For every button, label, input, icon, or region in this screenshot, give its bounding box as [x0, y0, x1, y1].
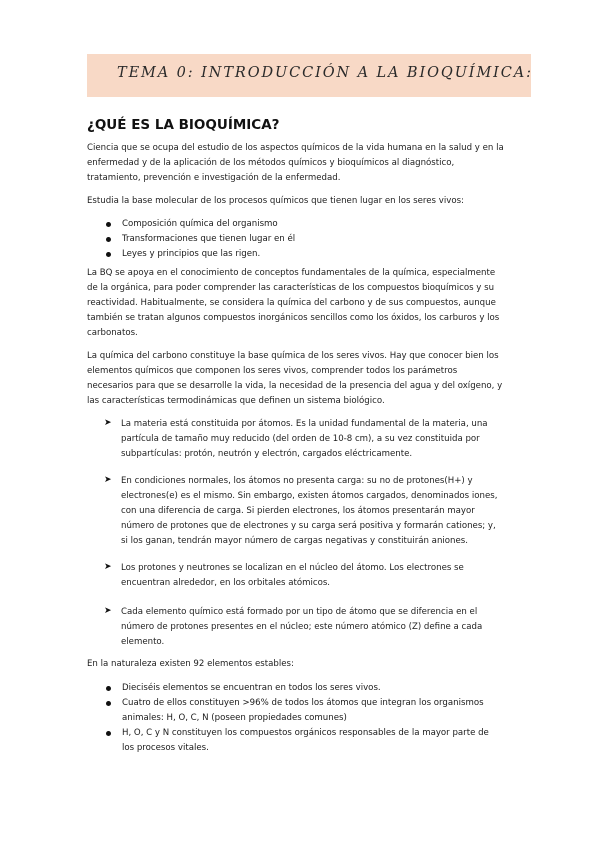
bullet-icon — [106, 222, 111, 227]
list-item-text: Cuatro de ellos constituyen >96% de todos los átomos que integran los organismos — [122, 698, 484, 708]
arrow-item-text — [121, 474, 521, 549]
paragraph-line: partícula de tamaño muy reducido (del orden de 10-8 cm), a su vez constituida por — [121, 434, 480, 444]
paragraph-bq-basis — [87, 266, 519, 341]
arrow-right-icon: ➤ — [104, 562, 112, 572]
arrow-right-icon: ➤ — [104, 606, 112, 616]
paragraph-definition — [87, 141, 519, 186]
list-item — [87, 681, 527, 696]
paragraph-carbon-chemistry — [87, 349, 519, 409]
paragraph-line: reactividad. Habitualmente, se considera la química del carbono y de sus compuestos, aunque — [87, 298, 496, 308]
paragraph-line: La BQ se apoya en el conocimiento de conceptos fundamentales de la química, especialmente — [87, 268, 496, 278]
paragraph-line: de la orgánica, para poder comprender las características de los compuestos bioquímicos y su — [87, 283, 495, 293]
paragraph-line: En condiciones normales, los átomos no presenta carga: su no de protones(H+) y — [121, 476, 473, 486]
bullet-icon — [106, 252, 111, 257]
title-band — [87, 54, 531, 97]
arrow-item-text — [121, 561, 521, 591]
bullet-list-2 — [87, 681, 527, 756]
paragraph-line: La química del carbono constituye la base química de los seres vivos. Hay que conocer bien los — [87, 351, 499, 361]
document-title: TEMA 0: INTRODUCCIÓN A LA BIOQUÍMICA: — [117, 65, 533, 81]
paragraph-line: La materia está constituida por átomos. Es la unidad fundamental de la materia, una — [121, 419, 488, 429]
paragraph-line: las características termodinámicas que definen un sistema biológico. — [87, 396, 385, 406]
arrow-right-icon: ➤ — [104, 475, 112, 485]
paragraph-intro-list — [87, 194, 519, 209]
list-item — [87, 726, 527, 756]
paragraph-line: En la naturaleza existen 92 elementos estables: — [87, 659, 294, 669]
arrow-right-icon: ➤ — [104, 418, 112, 428]
paragraph-line: subpartículas: protón, neutrón y electrón, cargados eléctricamente. — [121, 449, 413, 459]
paragraph-line: número de protones presentes en el núcleo; este número atómico (Z) define a cada — [121, 622, 483, 632]
bullet-icon — [106, 686, 111, 691]
bullet-icon — [106, 731, 111, 736]
list-item-text: H, O, C y N constituyen los compuestos orgánicos responsables de la mayor parte de — [122, 728, 489, 738]
list-item-text: Composición química del organismo — [122, 219, 278, 229]
paragraph-line: elementos químicos que componen los seres vivos, comprender todos los parámetros — [87, 366, 458, 376]
list-item-text: Transformaciones que tienen lugar en él — [122, 234, 296, 244]
paragraph-line: Los protones y neutrones se localizan en el núcleo del átomo. Los electrones se — [121, 563, 464, 573]
paragraph-line: Cada elemento químico está formado por un tipo de átomo que se diferencia en el — [121, 607, 478, 617]
paragraph-line: Ciencia que se ocupa del estudio de los aspectos químicos de la vida humana en la salud y en la — [87, 143, 504, 153]
paragraph-line: Estudia la base molecular de los procesos químicos que tienen lugar en los seres vivos: — [87, 196, 464, 206]
bullet-icon — [106, 701, 111, 706]
paragraph-line: con una diferencia de carga. Si pierden electrones, los átomos presentarán mayor — [121, 506, 475, 516]
section-heading: ¿QUÉ ES LA BIOQUÍMICA? — [87, 117, 280, 133]
paragraph-line: si los ganan, tendrán mayor número de cargas negativas y constituirán aniones. — [121, 536, 468, 546]
paragraph-line: necesarios para que se desarrolle la vida, la necesidad de la presencia del agua y del oxígeno, y — [87, 381, 503, 391]
paragraph-line: elemento. — [121, 637, 165, 647]
list-item-text: los procesos vitales. — [122, 743, 209, 753]
paragraph-line: carbonatos. — [87, 328, 138, 338]
list-item-text: animales: H, O, C, N (poseen propiedades comunes) — [122, 713, 347, 723]
list-item-text: Dieciséis elementos se encuentran en todos los seres vivos. — [122, 683, 381, 693]
arrow-item-text — [121, 605, 521, 650]
bullet-icon — [106, 237, 111, 242]
paragraph-line: tratamiento, prevención e investigación de la enfermedad. — [87, 173, 341, 183]
list-item — [87, 696, 527, 726]
arrow-item-text — [121, 417, 521, 462]
paragraph-line: encuentran alrededor, en los orbitales atómicos. — [121, 578, 331, 588]
paragraph-line: enfermedad y de la aplicación de los métodos químicos y bioquímicos al diagnóstico, — [87, 158, 455, 168]
paragraph-line: electrones(e) es el mismo. Sin embargo, existen átomos cargados, denominados iones, — [121, 491, 498, 501]
paragraph-elements — [87, 657, 519, 672]
paragraph-line: también se tratan algunos compuestos inorgánicos sencillos como los óxidos, los carburos y los — [87, 313, 500, 323]
list-item-text: Leyes y principios que las rigen. — [122, 249, 261, 259]
paragraph-line: número de protones que de electrones y su carga será positiva y formarán cationes; y, — [121, 521, 496, 531]
